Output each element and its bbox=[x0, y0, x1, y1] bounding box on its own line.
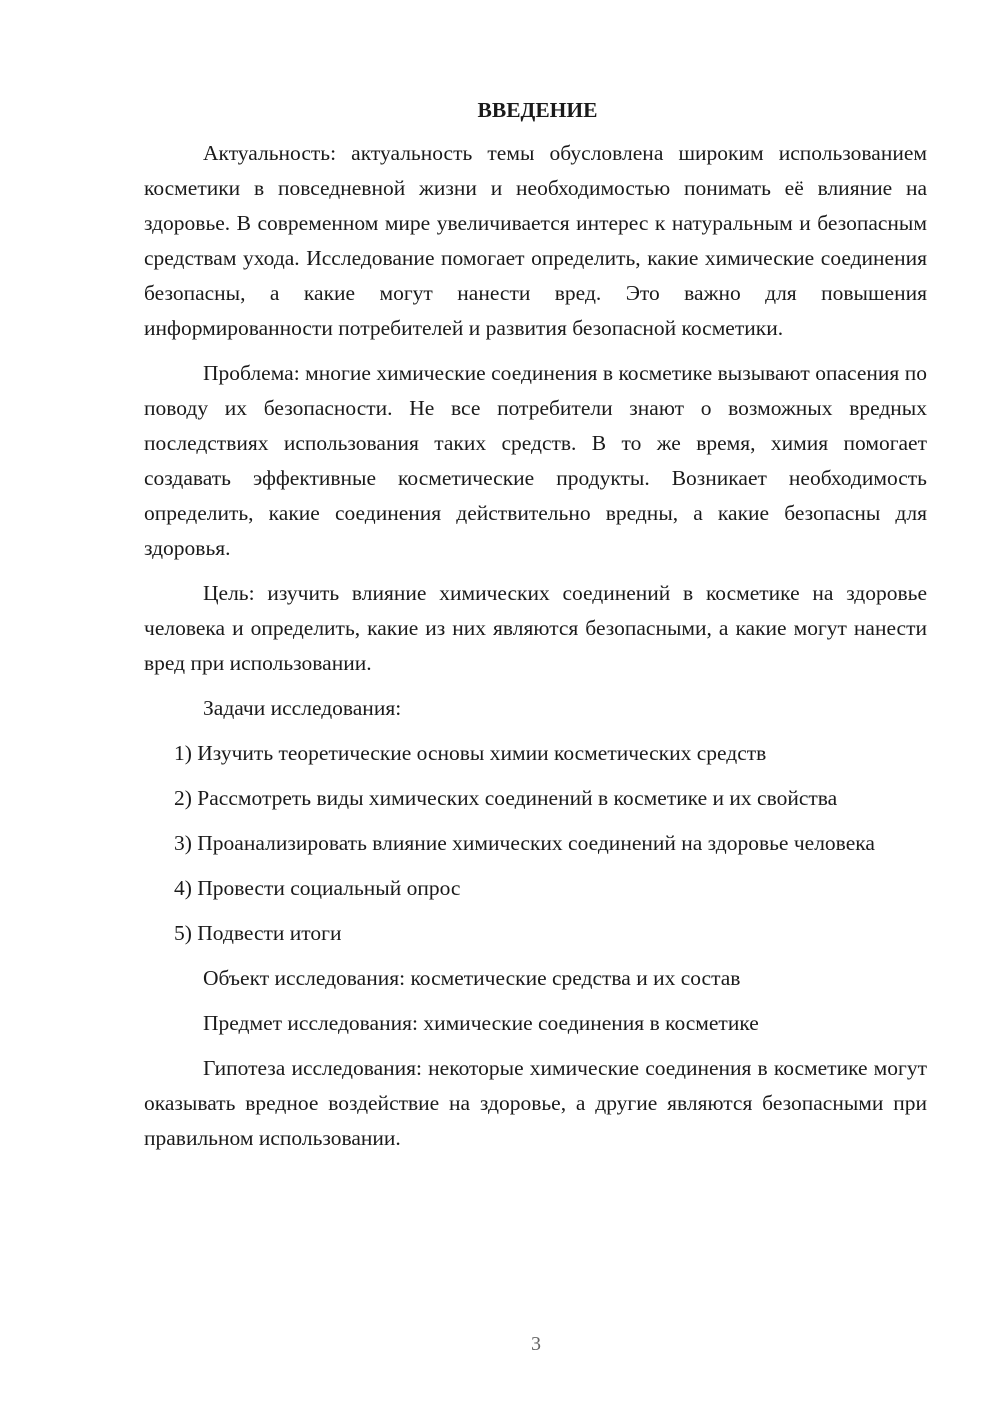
paragraph-object: Объект исследования: косметические средства и их состав bbox=[203, 966, 741, 990]
paragraph-hypothesis: Гипотеза исследования: некоторые химические соединения в косметике могут оказывать вредное воздействие на здоровье, а другие являются безопасными при правильном использовании. bbox=[144, 1056, 927, 1150]
paragraph-subject: Предмет исследования: химические соединения в косметике bbox=[203, 1011, 759, 1035]
paragraph-problem: Проблема: многие химические соединения в косметике вызывают опасения по поводу их безопасности. Не все потребители знают о возможных вредных последствиях использования таких средств. В то же время, химия помогает создавать эффективные косметические продукты. Возникает необходимость определить, какие соединения действительно вредны, а какие безопасны для здоровья. bbox=[144, 361, 927, 560]
section-title: ВВЕДЕНИЕ bbox=[477, 98, 598, 122]
task-item-2: 2) Рассмотреть виды химических соединений в косметике и их свойства bbox=[174, 786, 838, 810]
task-item-1: 1) Изучить теоретические основы химии косметических средств bbox=[174, 741, 767, 765]
task-item-3: 3) Проанализировать влияние химических соединений на здоровье человека bbox=[174, 831, 875, 855]
paragraph-relevance: Актуальность: актуальность темы обусловлена широким использованием косметики в повседневной жизни и необходимостью понимать её влияние на здоровье. В современном мире увеличивается интерес к натуральным и безопасным средствам ухода. Исследование помогает определить, какие химические соединения безопасны, а какие могут нанести вред. Это важно для повышения информированности потребителей и развития безопасной косметики. bbox=[144, 141, 927, 340]
document-body bbox=[144, 93, 927, 1166]
tasks-heading: Задачи исследования: bbox=[203, 696, 402, 720]
task-item-4: 4) Провести социальный опрос bbox=[174, 876, 461, 900]
task-item-5: 5) Подвести итоги bbox=[174, 921, 342, 945]
page-number: 3 bbox=[531, 1333, 541, 1355]
paragraph-goal: Цель: изучить влияние химических соединений в косметике на здоровье человека и определить, какие из них являются безопасными, а какие могут нанести вред при использовании. bbox=[144, 581, 927, 675]
